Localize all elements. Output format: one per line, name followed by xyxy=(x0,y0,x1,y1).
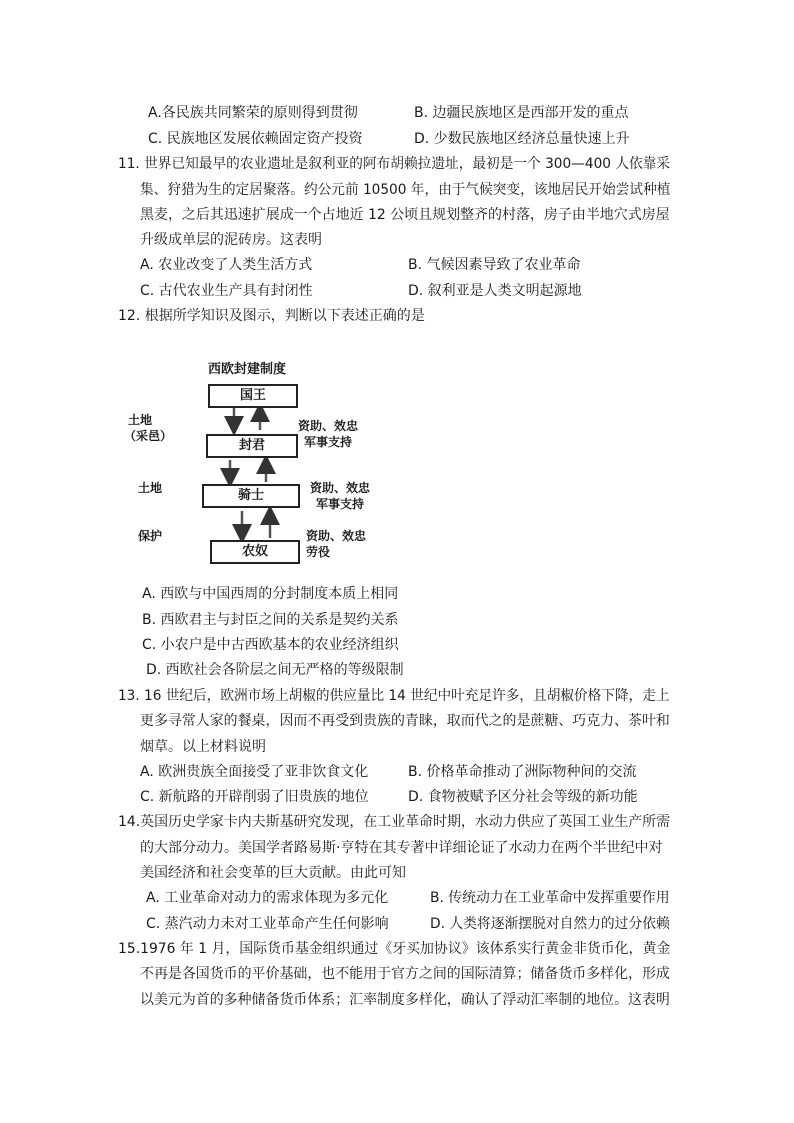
q13-stem-line-1: 13. 16 世纪后，欧洲市场上胡椒的供应量比 14 世纪中叶充足许多，且胡椒价格下降，走上 xyxy=(118,688,670,704)
q11-option-b: B. 气候因素导致了农业革命 xyxy=(408,257,581,273)
label-aid-loyalty-2: 资助、效忠 xyxy=(310,481,371,495)
box-lord: 封君 xyxy=(206,434,298,458)
q11-stem-line-3: 黑麦，之后其迅速扩展成一个占地近 12 公顷且规划整齐的村落，房子由半地穴式房屋 xyxy=(140,207,670,223)
q12-option-b: B. 西欧君主与封臣之间的关系是契约关系 xyxy=(142,612,399,628)
label-military-support-2: 军事支持 xyxy=(316,497,365,511)
q15-stem-line-1: 15.1976 年 1 月，国际货币基金组织通过《牙买加协议》该体系实行黄金非货币化，黄金 xyxy=(118,941,671,957)
q11-stem-line-2: 集、狩猎为生的定居聚落。约公元前 10500 年，由于气候突变，该地居民开始尝试种植 xyxy=(140,182,671,198)
label-protection: 保护 xyxy=(138,529,163,543)
label-aid-loyalty-1: 资助、效忠 xyxy=(298,419,359,433)
label-military-support-1: 军事支持 xyxy=(304,435,353,449)
feudal-system-diagram xyxy=(120,356,390,571)
q13-option-b: B. 价格革命推动了洲际物种间的交流 xyxy=(408,764,637,780)
q14-option-a: A. 工业革命对动力的需求体现为多元化 xyxy=(146,890,389,906)
q11-option-c: C. 古代农业生产具有封闭性 xyxy=(140,283,313,299)
q15-stem-line-3: 以美元为首的多种储备货币体系；汇率制度多样化，确认了浮动汇率制的地位。这表明 xyxy=(140,992,670,1008)
q14-option-b: B. 传统动力在工业革命中发挥重要作用 xyxy=(430,890,670,906)
q10-option-b: B. 边疆民族地区是西部开发的重点 xyxy=(414,105,629,121)
q13-option-a: A. 欧洲贵族全面接受了亚非饮食文化 xyxy=(140,764,369,780)
q10-option-d: D. 少数民族地区经济总量快速上升 xyxy=(414,131,630,147)
q12-stem: 12. 根据所学知识及图示，判断以下表述正确的是 xyxy=(118,308,425,324)
q13-stem-line-2: 更多寻常人家的餐桌，因而不再受到贵族的青睐，取而代之的是蔗糖、巧克力、茶叶和 xyxy=(140,713,670,729)
box-king: 国王 xyxy=(208,384,298,408)
label-land-1: 土地 xyxy=(128,413,153,427)
label-fief: （采邑） xyxy=(124,429,173,443)
label-land-2: 土地 xyxy=(138,481,163,495)
q14-stem-line-1: 14.英国历史学家卡内夫斯基研究发现，在工业革命时期，水动力供应了英国工业生产所需 xyxy=(118,814,671,830)
q11-stem-line-1: 11. 世界已知最早的农业遗址是叙利亚的阿布胡赖拉遗址，最初是一个 300—400 人依靠采 xyxy=(118,156,671,172)
q13-option-c: C. 新航路的开辟削弱了旧贵族的地位 xyxy=(140,789,369,805)
q13-option-d: D. 食物被赋予区分社会等级的新功能 xyxy=(408,789,638,805)
q11-stem-line-4: 升级成单层的泥砖房。这表明 xyxy=(140,232,322,248)
q14-option-c: C. 蒸汽动力未对工业革命产生任何影响 xyxy=(146,916,389,932)
q13-stem-line-3: 烟草。以上材料说明 xyxy=(140,739,266,755)
label-aid-loyalty-3: 资助、效忠 xyxy=(306,529,367,543)
q14-stem-line-3: 美国经济和社会变革的巨大贡献。由此可知 xyxy=(140,865,406,881)
q12-option-a: A. 西欧与中国西周的分封制度本质上相同 xyxy=(142,586,399,602)
q14-option-d: D. 人类将逐渐摆脱对自然力的过分依赖 xyxy=(430,916,670,932)
box-knight: 骑士 xyxy=(202,484,300,508)
q10-option-a: A.各民族共同繁荣的原则得到贯彻 xyxy=(148,105,358,121)
q11-option-a: A. 农业改变了人类生活方式 xyxy=(140,257,313,273)
box-serf: 农奴 xyxy=(210,540,300,564)
label-corvee: 劳役 xyxy=(306,545,331,559)
q10-option-c: C. 民族地区发展依赖固定资产投资 xyxy=(148,131,363,147)
q12-option-d: D. 西欧社会各阶层之间无严格的等级限制 xyxy=(146,662,404,678)
q12-option-c: C. 小农户是中古西欧基本的农业经济组织 xyxy=(142,637,399,653)
q15-stem-line-2: 不再是各国货币的平价基础，也不能用于官方之间的国际清算；储备货币多样化，形成 xyxy=(140,966,670,982)
q14-stem-line-2: 的大部分动力。美国学者路易斯·亨特在其专著中详细论证了水动力在两个半世纪中对 xyxy=(140,840,663,856)
diagram-title: 西欧封建制度 xyxy=(208,362,287,377)
q11-option-d: D. 叙利亚是人类文明起源地 xyxy=(408,283,582,299)
